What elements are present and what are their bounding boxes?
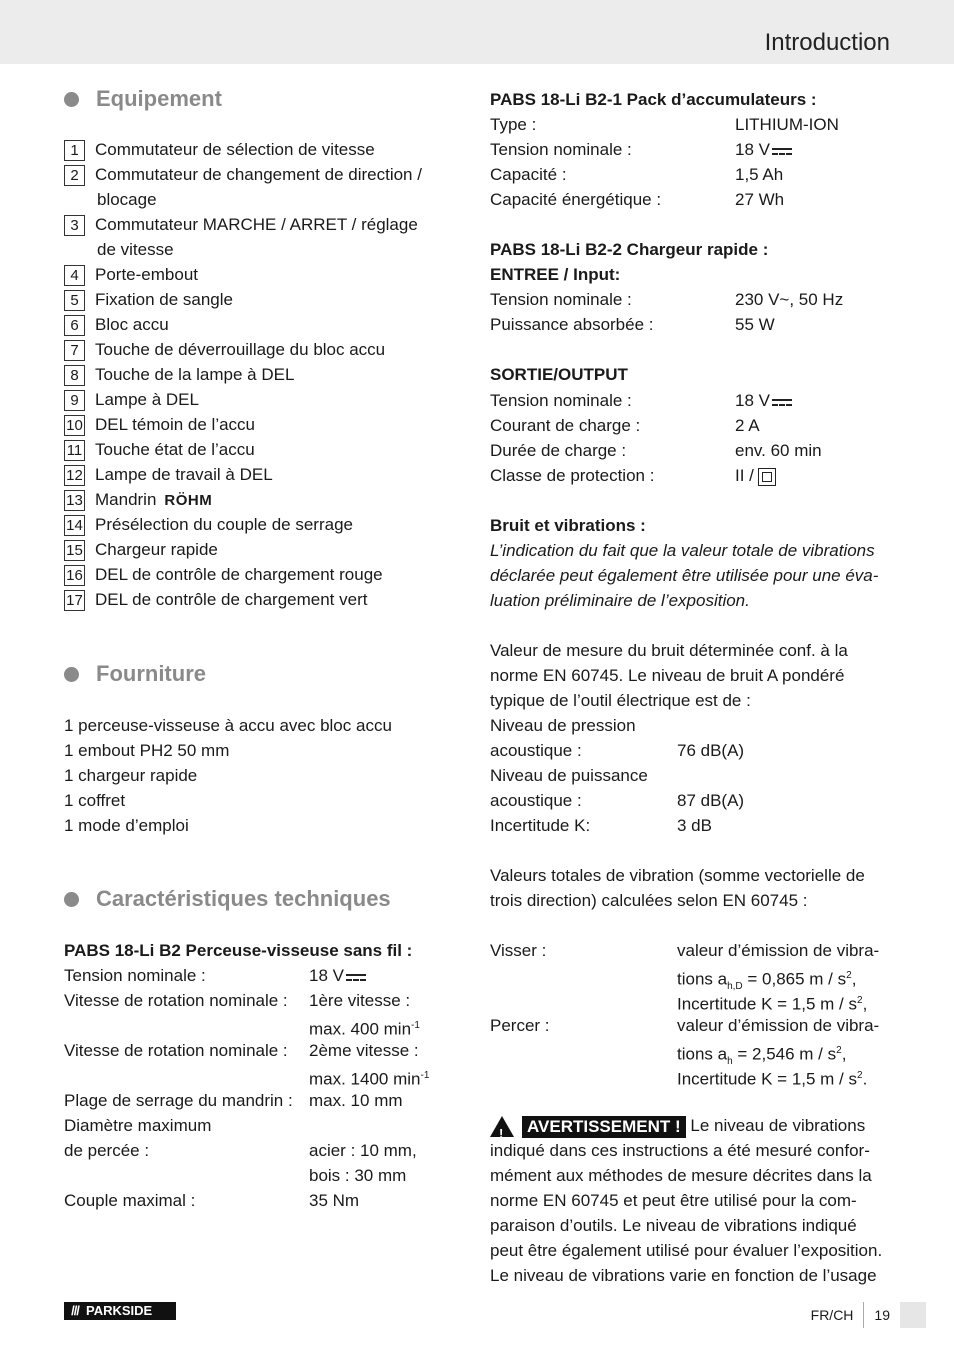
spec-value [735, 137, 792, 162]
protection-class-ii-icon [758, 468, 776, 486]
fourniture-item: 1 coffret [64, 791, 126, 810]
item-label: Bloc accu [95, 315, 169, 334]
dc-voltage-icon [772, 146, 792, 156]
item-label: Commutateur MARCHE / ARRET / réglage [95, 215, 418, 234]
sortie-heading: SORTIE/OUTPUT [490, 365, 628, 384]
header-bar [0, 0, 954, 64]
warning-line: mément aux méthodes de mesure décrites dans la [490, 1166, 872, 1185]
footer-tab-marker [900, 1302, 926, 1328]
spec-label: Tension nominale : [490, 391, 632, 410]
percer-line-1: valeur d’émission de vibra- [677, 1016, 880, 1035]
item-label: Présélection du couple de serrage [95, 515, 353, 534]
parkside-logo: /// PARKSIDE [64, 1302, 176, 1320]
item-number-box: 11 [64, 440, 85, 461]
spec-value-text: 27 Wh [735, 190, 785, 209]
spec-label: acoustique : [490, 741, 582, 760]
spec-label: Capacité énergétique : [490, 190, 662, 209]
percer-label: Percer : [490, 1016, 550, 1035]
warning-line: peut être également utilisé pour évaluer l’exposition. [490, 1241, 883, 1260]
warning-triangle-icon: ! [490, 1116, 514, 1137]
item-label: Touche de la lampe à DEL [95, 365, 295, 384]
equipement-item [64, 587, 367, 612]
fourniture-item: 1 perceuse-visseuse à accu avec bloc accu [64, 716, 392, 735]
chargeur-heading: PABS 18-Li B2-2 Chargeur rapide : [490, 240, 769, 259]
equipement-item [64, 212, 418, 237]
spec-label: Niveau de pression [490, 716, 636, 735]
spec-value-text: 2ème vitesse : [309, 1041, 419, 1060]
percer-line-2: tions $a_h = 2,546$ m / $s^2$, [677, 1044, 847, 1068]
spec-value [309, 1188, 359, 1213]
spec-value-text: 18 V [735, 140, 770, 159]
item-number-box: 9 [64, 390, 85, 411]
equipement-item [64, 162, 422, 187]
spec-value-text: LITHIUM-ION [735, 115, 839, 134]
spec-value [735, 162, 783, 187]
spec-label: Tension nominale : [490, 290, 632, 309]
item-number-box: 3 [64, 215, 85, 236]
logo-slashes-icon: /// [71, 1303, 79, 1318]
spec-value-text: env. 60 min [735, 441, 822, 460]
equipement-item [64, 362, 294, 387]
warning-line: paraison d’outils. Le niveau de vibrations indiqué [490, 1216, 857, 1235]
spec-value-text: 230 V~, 50 Hz [735, 290, 844, 309]
spec-value [735, 187, 784, 212]
item-number-box: 8 [64, 365, 85, 386]
spec-label: Vitesse de rotation nominale : [64, 1041, 288, 1060]
spec-value-text: max. 1400 min [309, 1069, 421, 1089]
spec-value-text: max. 400 min [309, 1019, 412, 1039]
equipement-item [64, 462, 273, 487]
spec-value-text: 18 V [309, 966, 344, 985]
item-number-box: 10 [64, 415, 85, 436]
spec-value [309, 1088, 403, 1113]
warning-first-line: ! AVERTISSEMENT ! Le niveau de vibrations [490, 1113, 865, 1138]
italic-line: L’indication du fait que la valeur totale de vibrations [490, 541, 875, 560]
equipement-item [64, 337, 385, 362]
warning-label: AVERTISSEMENT ! [522, 1116, 686, 1138]
spec-label: Vitesse de rotation nominale : [64, 991, 288, 1010]
item-label: Commutateur de sélection de vitesse [95, 140, 375, 159]
item-number-box: 17 [64, 590, 85, 611]
spec-label: Tension nominale : [490, 140, 632, 159]
equipement-item-cont [97, 187, 157, 212]
item-number-box: 13 [64, 490, 85, 511]
item-label: Mandrin [95, 490, 157, 509]
item-label: Fixation de sangle [95, 290, 233, 309]
spec-label: Diamètre maximum [64, 1116, 212, 1135]
dc-voltage-icon [346, 972, 366, 982]
item-label: Porte-embout [95, 265, 198, 284]
spec-value [735, 438, 822, 463]
paragraph-line: typique de l’outil électrique est de : [490, 691, 751, 710]
bruit-heading: Bruit et vibrations : [490, 516, 646, 535]
italic-line: luation préliminaire de l’exposition. [490, 591, 750, 610]
page-title: Introduction [764, 29, 890, 56]
spec-value-text: 1,5 Ah [735, 165, 784, 184]
rohm-logo: RÖHM [164, 492, 213, 510]
spec-value-text: II / [735, 466, 754, 485]
spec-value-text: max. 10 mm [309, 1091, 403, 1110]
equipement-heading: Equipement [64, 86, 222, 112]
spec-label: Puissance absorbée : [490, 315, 654, 334]
spec-value [735, 413, 760, 438]
item-number-box: 4 [64, 265, 85, 286]
item-label: DEL de contrôle de chargement vert [95, 590, 368, 609]
item-label: Lampe à DEL [95, 390, 199, 409]
spec-label: Incertitude K: [490, 816, 591, 835]
unit-exponent: -1 [420, 1070, 430, 1081]
warning-line: indiqué dans ces instructions a été mesuré confor- [490, 1141, 870, 1160]
paragraph-line: norme EN 60745. Le niveau de bruit A pondéré [490, 666, 845, 685]
spec-label: de percée : [64, 1141, 150, 1160]
spec-value [735, 287, 843, 312]
visser-label: Visser : [490, 941, 547, 960]
spec-value-text: 55 W [735, 315, 775, 334]
spec-value [735, 463, 776, 488]
equipement-item [64, 562, 383, 587]
caracteristiques-heading: Caractéristiques techniques [64, 886, 391, 912]
fourniture-heading: Fourniture [64, 661, 206, 687]
equipement-item-cont [97, 237, 174, 262]
bullet-icon [64, 667, 79, 682]
spec-value [735, 112, 839, 137]
entree-heading: ENTREE / Input: [490, 265, 621, 284]
spec-label: Durée de charge : [490, 441, 627, 460]
item-label: Lampe de travail à DEL [95, 465, 273, 484]
equipement-item [64, 512, 353, 537]
spec-label: Couple maximal : [64, 1191, 196, 1210]
spec-label: Courant de charge : [490, 416, 641, 435]
item-number-box: 15 [64, 540, 85, 561]
spec-value-text: bois : 30 mm [309, 1166, 407, 1185]
equipement-item [64, 412, 255, 437]
spec-value [677, 788, 744, 813]
spec-value [735, 388, 792, 413]
warning-line: norme EN 60745 et peut être utilisé pour la com- [490, 1191, 857, 1210]
spec-value [309, 1138, 417, 1163]
visser-line-2: tions $a_{h,D} = 0,865$ m / $s^2$, [677, 969, 857, 993]
paragraph-line: trois direction) calculées selon EN 60745 : [490, 891, 808, 910]
spec-value [735, 312, 775, 337]
item-label: Commutateur de changement de direction / [95, 165, 422, 184]
spec-label: Tension nominale : [64, 966, 206, 985]
perceuse-subheading: PABS 18-Li B2 Perceuse-visseuse sans fil : [64, 941, 413, 960]
item-label: Touche état de l’accu [95, 440, 255, 459]
equipement-item [64, 537, 218, 562]
spec-value-text: 18 V [735, 391, 770, 410]
item-number-box: 14 [64, 515, 85, 536]
equipement-item [64, 387, 199, 412]
spec-label: Capacité : [490, 165, 567, 184]
item-label: DEL témoin de l’accu [95, 415, 256, 434]
dc-voltage-icon [772, 397, 792, 407]
fourniture-item: 1 embout PH2 50 mm [64, 741, 230, 760]
spec-label: Type : [490, 115, 537, 134]
item-label: de vitesse [97, 240, 174, 259]
item-number-box: 5 [64, 290, 85, 311]
equipement-item [64, 137, 375, 162]
equipement-item [64, 487, 212, 513]
spec-value-text: 76 dB(A) [677, 741, 745, 760]
bullet-icon [64, 892, 79, 907]
page-footer [811, 1302, 926, 1328]
paragraph-line: Valeurs totales de vibration (somme vectorielle de [490, 866, 865, 885]
page-number: 19 [874, 1307, 890, 1323]
item-number-box: 12 [64, 465, 85, 486]
italic-line: déclarée peut également être utilisée pour une éva- [490, 566, 879, 585]
footer-divider [863, 1302, 864, 1328]
warning-line: Le niveau de vibrations varie en fonction de l’usage [490, 1266, 877, 1285]
item-label: Touche de déverrouillage du bloc accu [95, 340, 386, 359]
item-number-box: 1 [64, 140, 85, 161]
unit-exponent: -1 [411, 1020, 420, 1031]
item-number-box: 16 [64, 565, 85, 586]
spec-value-text: acier : 10 mm, [309, 1141, 417, 1160]
item-number-box: 2 [64, 165, 85, 186]
spec-value-text: 1ère vitesse : [309, 991, 411, 1010]
equipement-item [64, 312, 169, 337]
spec-value-text: 35 Nm [309, 1191, 360, 1210]
spec-value-text: 2 A [735, 416, 760, 435]
fourniture-item: 1 mode d’emploi [64, 816, 189, 835]
spec-label: Classe de protection : [490, 466, 655, 485]
spec-value [309, 988, 410, 1013]
item-label: DEL de contrôle de chargement rouge [95, 565, 383, 584]
fourniture-item: 1 chargeur rapide [64, 766, 198, 785]
item-label: Chargeur rapide [95, 540, 218, 559]
equipement-item [64, 287, 233, 312]
spec-value-text: 3 dB [677, 816, 712, 835]
spec-value [309, 1163, 406, 1188]
language-code: FR/CH [810, 1307, 854, 1323]
paragraph-line: Valeur de mesure du bruit déterminée conf. à la [490, 641, 848, 660]
visser-line-3: Incertitude K = 1,5 m / $s^2$, [677, 994, 868, 1014]
spec-value-text: 87 dB(A) [677, 791, 745, 810]
spec-label: Plage de serrage du mandrin : [64, 1091, 293, 1110]
percer-line-3: Incertitude K = 1,5 m / $s^2$. [677, 1069, 868, 1089]
spec-label: Niveau de puissance [490, 766, 648, 785]
item-number-box: 6 [64, 315, 85, 336]
item-label: blocage [97, 190, 157, 209]
bullet-icon [64, 92, 79, 107]
equipement-item [64, 262, 198, 287]
spec-value [309, 1038, 419, 1063]
item-number-box: 7 [64, 340, 85, 361]
spec-label: acoustique : [490, 791, 582, 810]
spec-value [309, 963, 366, 988]
spec-value [677, 813, 712, 838]
equipement-item [64, 437, 255, 462]
spec-value [677, 738, 744, 763]
pack-heading: PABS 18-Li B2-1 Pack d’accumulateurs : [490, 90, 817, 109]
visser-line-1: valeur d’émission de vibra- [677, 941, 880, 960]
